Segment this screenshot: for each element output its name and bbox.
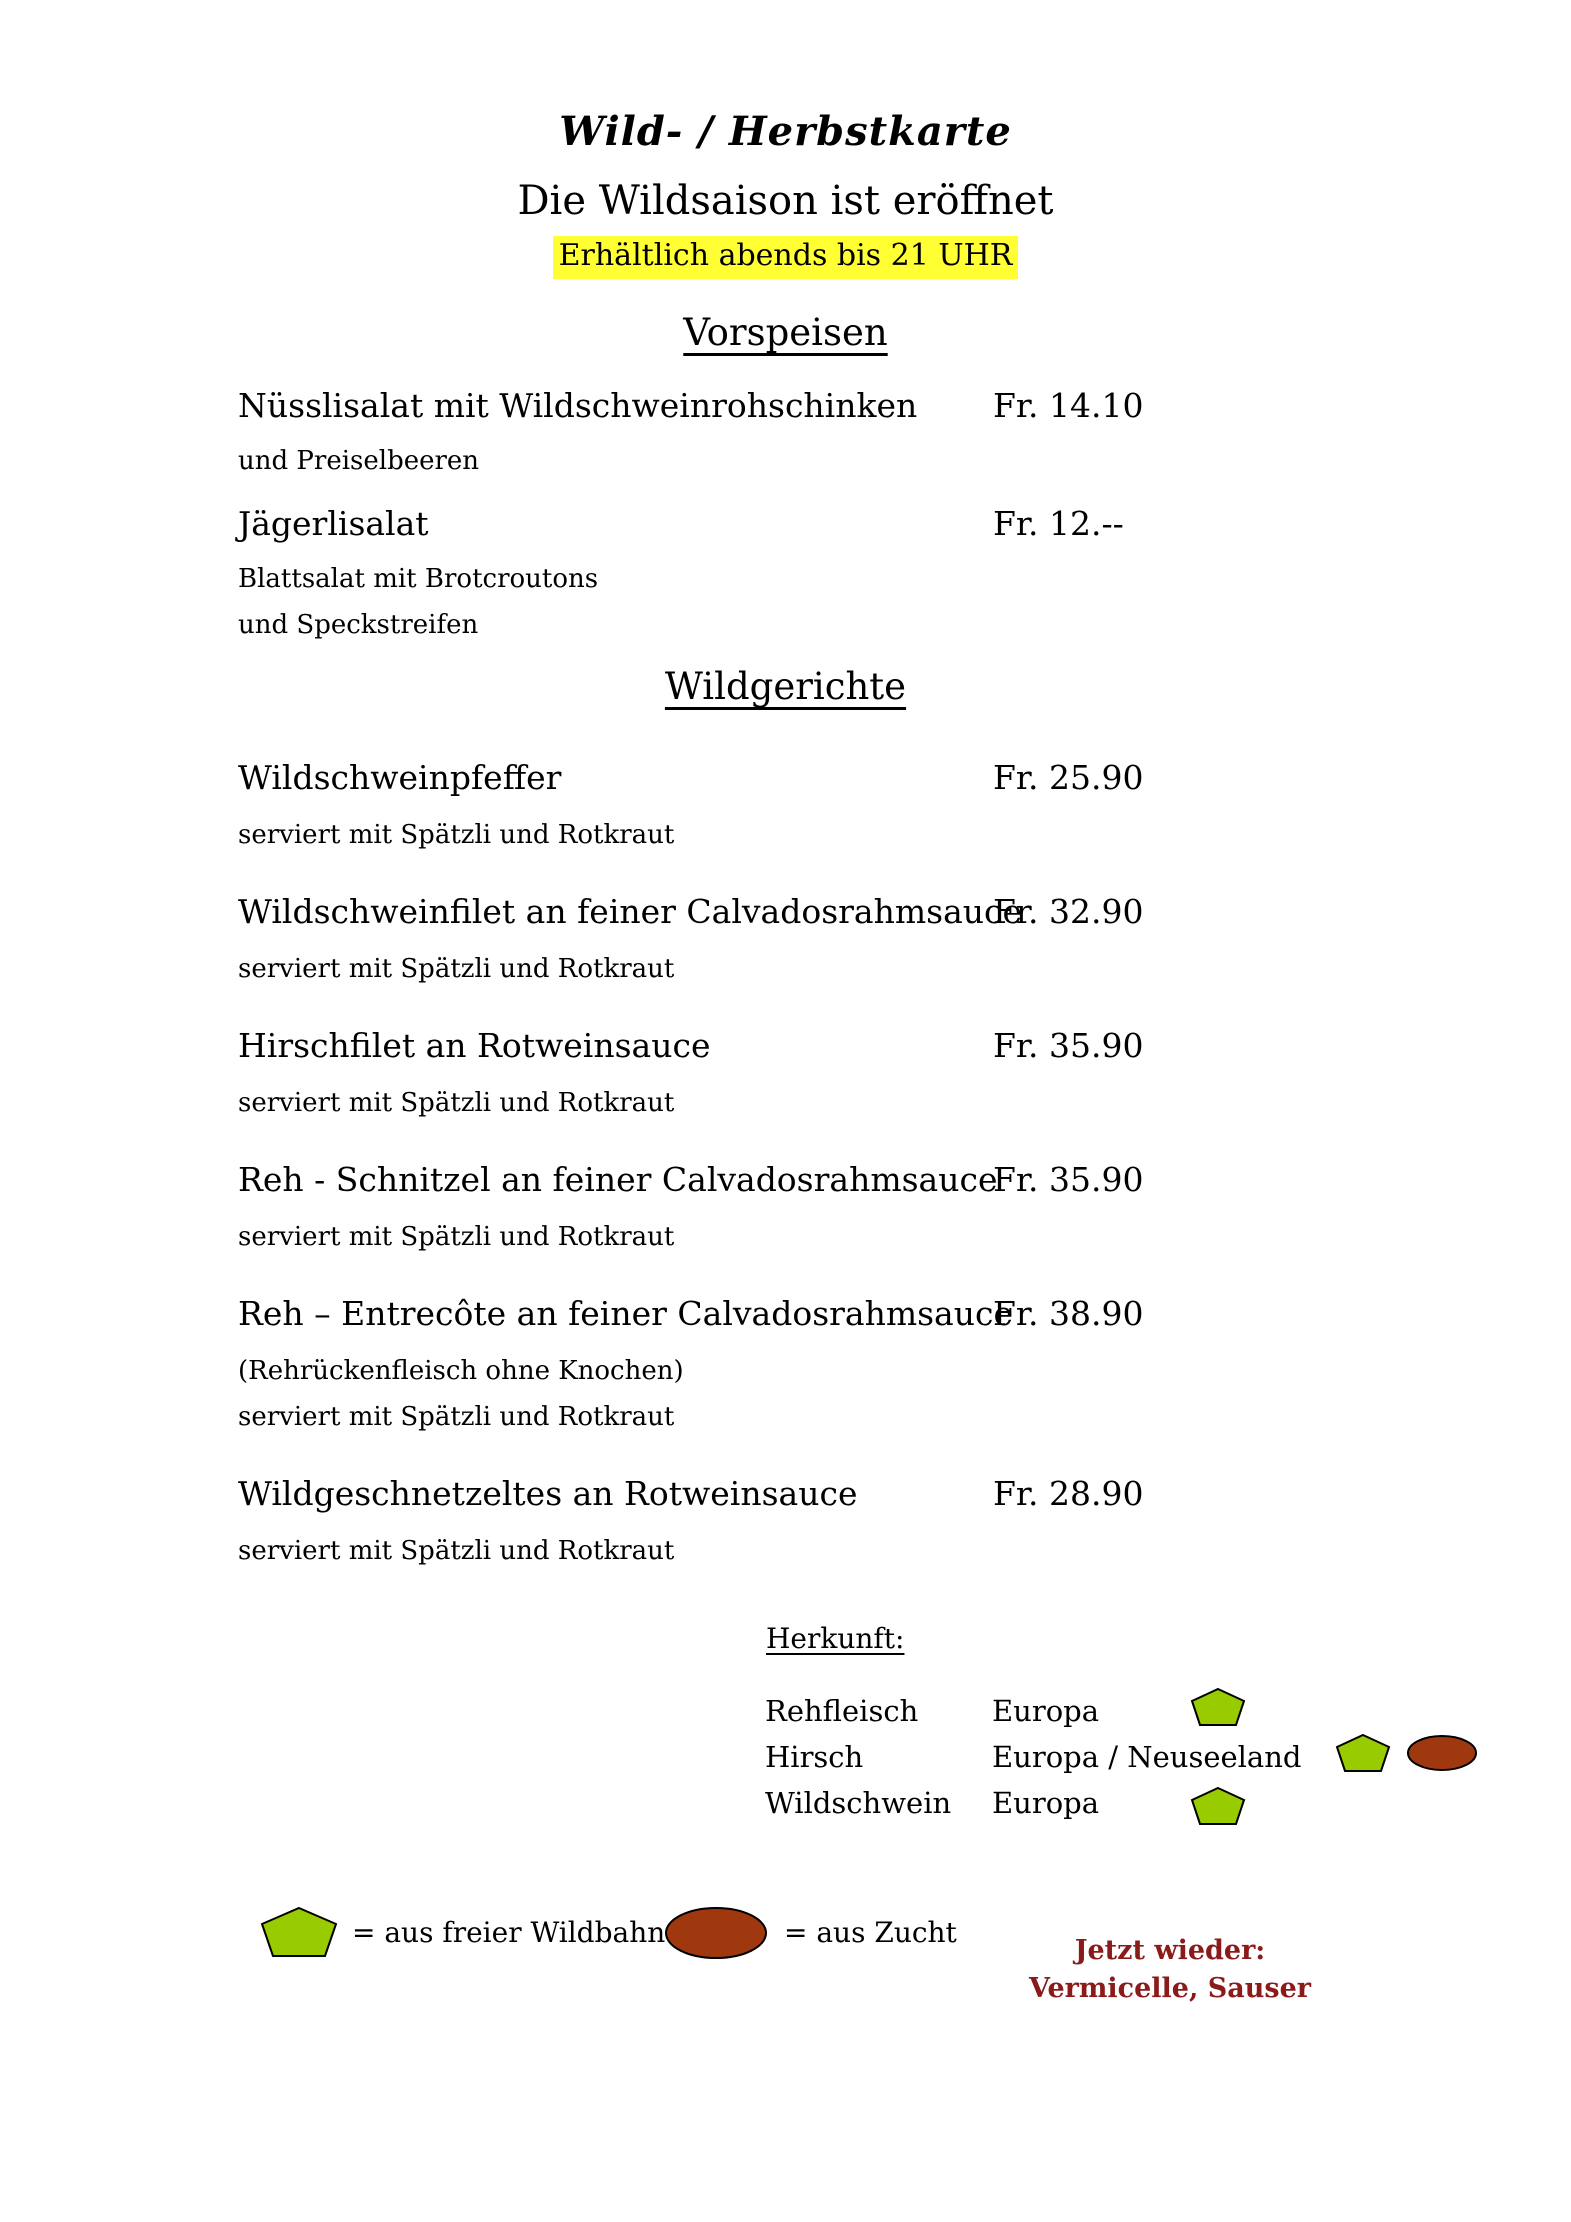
pentagon-icon [1335, 1733, 1391, 1773]
main-item-price: Fr. 32.90 [993, 892, 1144, 931]
oval-icon [664, 1906, 768, 1960]
starter-item-desc: Blattsalat mit Brotcroutons [238, 564, 599, 594]
main-item-price: Fr. 35.90 [993, 1026, 1144, 1065]
hours-text: Erhältlich abends bis 21 UHR [553, 236, 1019, 279]
mains-heading: Wildgerichte [664, 665, 907, 708]
origin-region: Europa / Neuseeland [992, 1740, 1302, 1774]
main-item-price: Fr. 35.90 [993, 1160, 1144, 1199]
pentagon-icon [1190, 1786, 1246, 1826]
starters-heading: Vorspeisen [683, 311, 888, 354]
menu-subtitle: Die Wildsaison ist eröffnet [517, 178, 1054, 224]
section-heading-mains [0, 665, 1571, 708]
legend-wild-label: = aus freier Wildbahn [352, 1916, 666, 1949]
section-heading-starters [0, 311, 1571, 354]
main-item-desc: serviert mit Spätzli und Rotkraut [238, 1536, 675, 1566]
origin-animal: Hirsch [765, 1740, 864, 1774]
hours-banner [0, 238, 1571, 273]
oval-icon [1406, 1734, 1478, 1772]
main-item-desc: serviert mit Spätzli und Rotkraut [238, 1088, 675, 1118]
origin-heading: Herkunft: [766, 1622, 905, 1655]
notice-line2: Vermicelle, Sauser [1028, 1973, 1312, 2004]
main-item-name: Wildschweinfilet an feiner Calvadosrahmsauce [238, 892, 1023, 931]
pentagon-icon [1190, 1687, 1246, 1727]
legend-farm-label: = aus Zucht [784, 1916, 957, 1949]
starter-item-desc: und Preiselbeeren [238, 446, 480, 476]
notice-line1: Jetzt wieder: [1074, 1935, 1266, 1966]
origin-animal: Rehfleisch [765, 1694, 919, 1728]
starter-item-price: Fr. 14.10 [993, 386, 1144, 425]
menu-title: Wild- / Herbstkarte [559, 108, 1012, 155]
pentagon-icon [260, 1906, 338, 1958]
origin-animal: Wildschwein [765, 1786, 952, 1820]
main-item-name: Hirschfilet an Rotweinsauce [238, 1026, 711, 1065]
origin-region: Europa [992, 1694, 1100, 1728]
main-item-name: Reh – Entrecôte an feiner Calvadosrahmsauce [238, 1294, 1014, 1333]
starter-item-price: Fr. 12.-- [993, 504, 1124, 543]
main-item-price: Fr. 25.90 [993, 758, 1144, 797]
main-item-desc: serviert mit Spätzli und Rotkraut [238, 820, 675, 850]
main-item-desc: serviert mit Spätzli und Rotkraut [238, 954, 675, 984]
starter-item-name: Nüsslisalat mit Wildschweinrohschinken [238, 386, 918, 425]
main-item-name: Wildgeschnetzeltes an Rotweinsauce [238, 1474, 858, 1513]
starter-item-desc: und Speckstreifen [238, 610, 479, 640]
main-item-price: Fr. 28.90 [993, 1474, 1144, 1513]
main-item-price: Fr. 38.90 [993, 1294, 1144, 1333]
main-item-name: Reh - Schnitzel an feiner Calvadosrahmsauce [238, 1160, 998, 1199]
starter-item-name: Jägerlisalat [238, 504, 429, 543]
main-item-desc: serviert mit Spätzli und Rotkraut [238, 1222, 675, 1252]
main-item-name: Wildschweinpfeffer [238, 758, 562, 797]
origin-region: Europa [992, 1786, 1100, 1820]
main-item-desc: serviert mit Spätzli und Rotkraut [238, 1402, 675, 1432]
main-item-desc: (Rehrückenfleisch ohne Knochen) [238, 1356, 684, 1386]
